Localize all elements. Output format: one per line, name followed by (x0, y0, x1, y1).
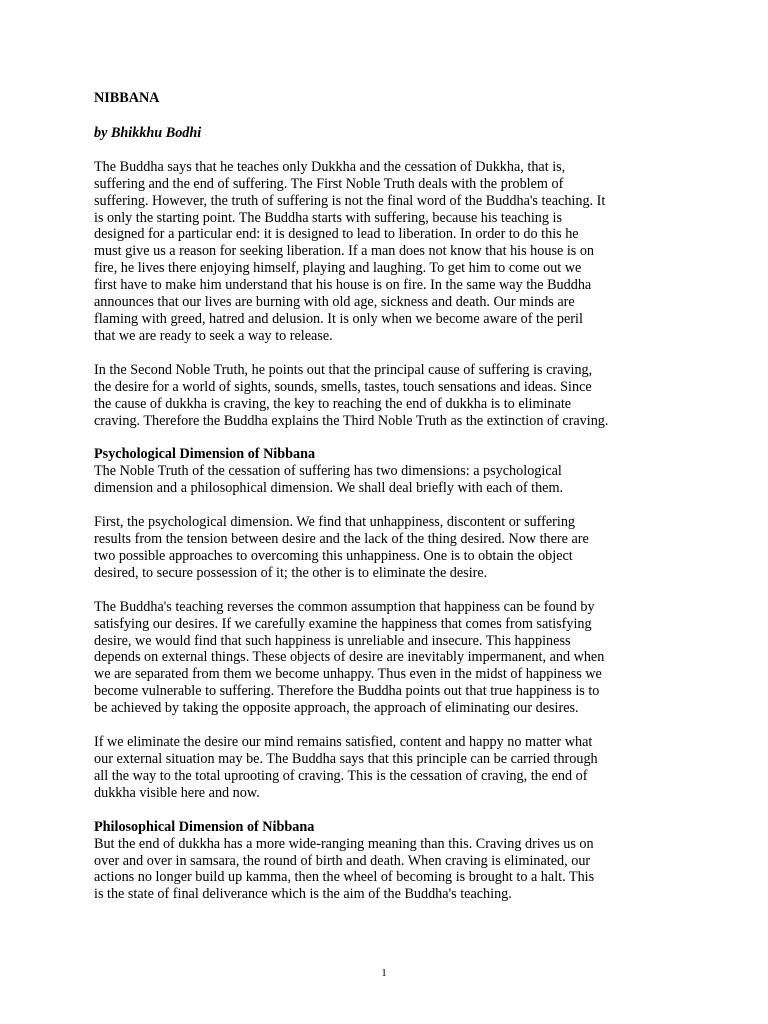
text-line: The Buddha says that he teaches only Dukkha and the cessation of Dukkha, that is, (94, 158, 566, 175)
paragraph-2 (94, 362, 694, 430)
page-number: 1 (381, 967, 387, 979)
text-line: depends on external things. These objects of desire are inevitably impermanent, and when (94, 649, 605, 666)
paragraph-7 (94, 836, 694, 904)
text-line: flaming with greed, hatred and delusion. It is only when we become aware of the peril (94, 310, 583, 327)
text-line: results from the tension between desire and the lack of the thing desired. Now there are (94, 531, 589, 548)
text-line: craving. Therefore the Buddha explains the Third Noble Truth as the extinction of craving. (94, 412, 609, 429)
text-line: two possible approaches to overcoming this unhappiness. One is to obtain the object (94, 547, 573, 564)
text-line: is the state of final deliverance which is the aim of the Buddha's teaching. (94, 886, 512, 903)
text-line: But the end of dukkha has a more wide-ranging meaning than this. Craving drives us on (94, 835, 594, 852)
text-line: designed for a particular end: it is designed to lead to liberation. In order to do this he (94, 226, 579, 243)
text-line: the cause of dukkha is craving, the key to reaching the end of dukkha is to eliminate (94, 395, 572, 412)
document-author: by Bhikkhu Bodhi (94, 124, 202, 141)
text-line: all the way to the total uprooting of craving. This is the cessation of craving, the end of (94, 767, 588, 784)
text-line: first have to make him understand that his house is on fire. In the same way the Buddha (94, 277, 592, 294)
text-line: must give us a reason for seeking liberation. If a man does not know that his house is on (94, 243, 595, 260)
text-line: The Noble Truth of the cessation of suffering has two dimensions: a psychological (94, 463, 562, 480)
text-line: become vulnerable to suffering. Therefore the Buddha points out that true happiness is to (94, 683, 600, 700)
paragraph-4 (94, 514, 694, 582)
text-line: If we eliminate the desire our mind remains satisfied, content and happy no matter what (94, 734, 593, 751)
text-line: suffering and the end of suffering. The First Noble Truth deals with the problem of (94, 175, 564, 192)
section-heading-psychological: Psychological Dimension of Nibbana (94, 446, 316, 463)
document-body (94, 90, 694, 920)
text-line: that we are ready to seek a way to release. (94, 327, 333, 344)
text-line: fire, he lives there enjoying himself, playing and laughing. To get him to come out we (94, 260, 582, 277)
text-line: actions no longer build up kamma, then the wheel of becoming is brought to a halt. This (94, 869, 595, 886)
text-line: announces that our lives are burning with old age, sickness and death. Our minds are (94, 294, 575, 311)
text-line: dimension and a philosophical dimension. We shall deal briefly with each of them. (94, 480, 564, 497)
paragraph-1 (94, 159, 694, 345)
text-line: satisfying our desires. If we carefully examine the happiness that comes from satisfying (94, 615, 592, 632)
paragraph-3 (94, 463, 694, 497)
text-line: desire, we would find that such happiness is unreliable and insecure. This happiness (94, 632, 571, 649)
text-line: be achieved by taking the opposite approach, the approach of eliminating our desires. (94, 700, 579, 717)
text-line: First, the psychological dimension. We find that unhappiness, discontent or suffering (94, 514, 576, 531)
text-line: the desire for a world of sights, sounds, smells, tastes, touch sensations and ideas. Since (94, 378, 592, 395)
section-heading-philosophical: Philosophical Dimension of Nibbana (94, 818, 315, 835)
paragraph-6 (94, 734, 694, 802)
text-line: over and over in samsara, the round of birth and death. When craving is eliminated, our (94, 852, 591, 869)
text-line: In the Second Noble Truth, he points out that the principal cause of suffering is craving, (94, 361, 593, 378)
text-line: suffering. However, the truth of suffering is not the final word of the Buddha's teaching. It (94, 192, 606, 209)
text-line: our external situation may be. The Buddha says that this principle can be carried through (94, 751, 598, 767)
text-line: desired, to secure possession of it; the other is to eliminate the desire. (94, 564, 488, 581)
text-line: The Buddha's teaching reverses the common assumption that happiness can be found by (94, 598, 595, 615)
text-line: we are separated from them we become unhappy. Thus even in the midst of happiness we (94, 666, 602, 683)
document-title: NIBBANA (94, 90, 160, 106)
text-line: is only the starting point. The Buddha starts with suffering, because his teaching is (94, 209, 562, 226)
text-line: dukkha visible here and now. (94, 784, 260, 801)
paragraph-5 (94, 599, 694, 717)
